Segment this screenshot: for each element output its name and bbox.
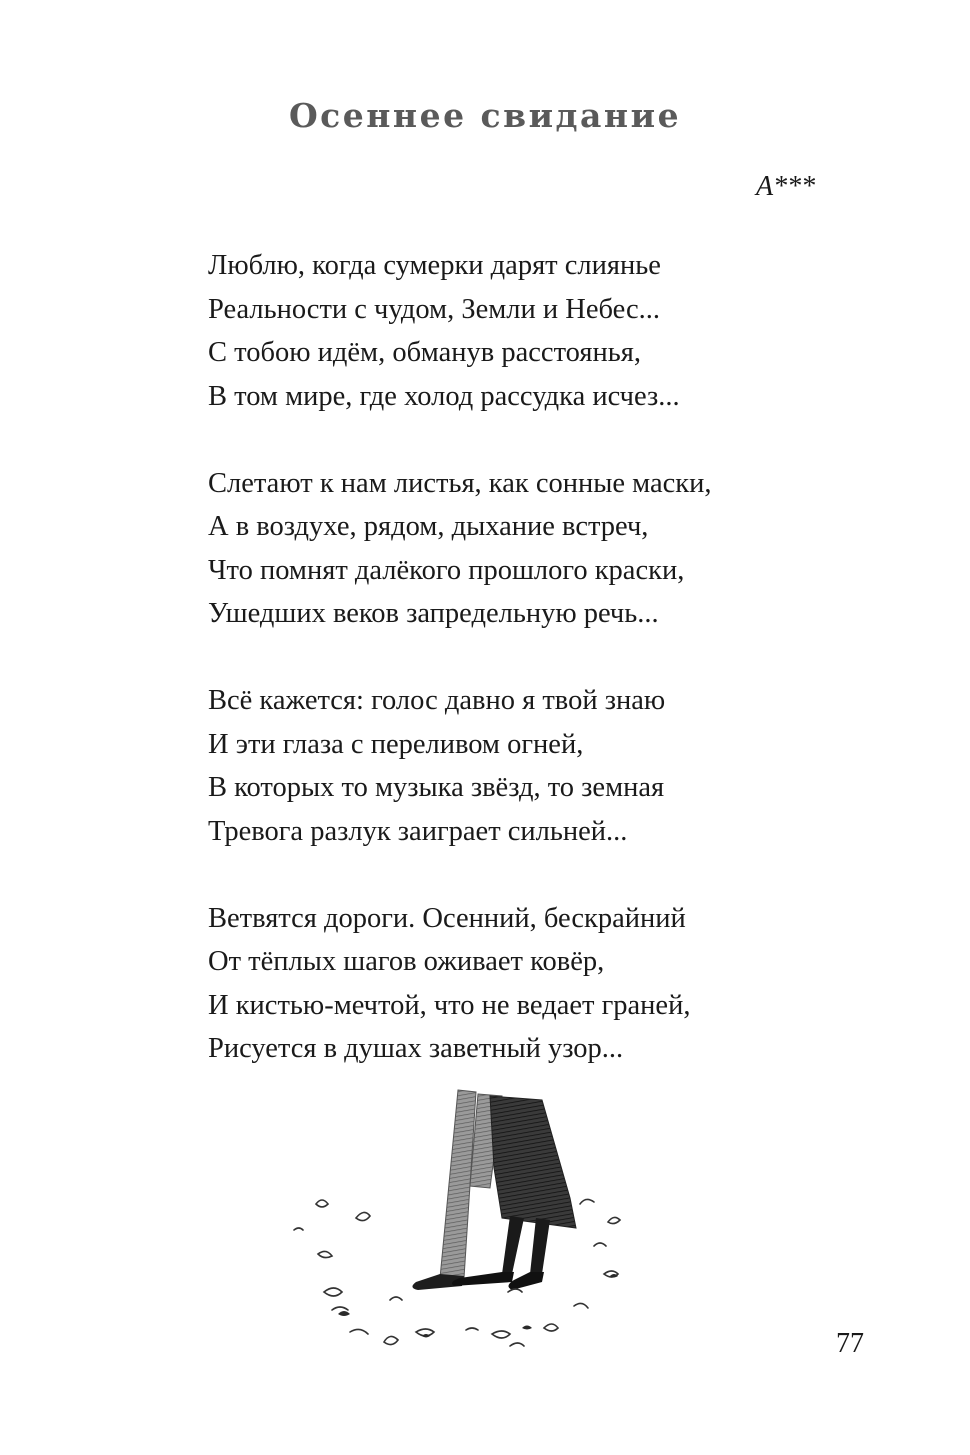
poem-line: Всё кажется: голос давно я твой знаю [208,685,666,716]
poem-line: Слетают к нам листья, как сонные маски, [208,467,712,499]
poem-line: Ветвятся дороги. Осенний, бескрайний [208,902,686,934]
poem-line: А в воздухе, рядом, дыхание встреч, [208,511,649,542]
poem-line: Тревога разлук заиграет сильней... [208,815,628,847]
dedication: А*** [756,171,816,202]
poem-line: С тобою идём, обманув расстоянья, [208,337,641,368]
poem-body [208,244,848,1114]
stanza-1 [208,244,848,418]
poem-line: Ушедших веков запредельную речь... [208,598,659,629]
poem-title: Осеннее свидание [288,96,682,135]
poem-line: От тёплых шагов оживает ковёр, [208,946,605,977]
poem-line: В которых то музыка звёзд, то земная [208,772,665,803]
stanza-2 [208,462,848,636]
poem-line: И эти глаза с переливом огней, [208,728,584,760]
poem-line: Рисуется в душах заветный узор... [208,1033,624,1064]
stanza-4 [208,897,848,1071]
poem-line: В том мире, где холод рассудка исчез... [208,380,680,412]
poem-line: Люблю, когда сумерки дарят слиянье [208,250,661,281]
poem-line: Что помнят далёкого прошлого краски, [208,554,685,586]
stanza-3 [208,679,848,853]
walking-couple-icon [280,1078,640,1358]
poem-line: И кистью-мечтой, что не ведает граней, [208,989,691,1021]
walking-couple-illustration [280,1078,640,1358]
page-number: 77 [836,1328,864,1359]
poem-line: Реальности с чудом, Земли и Небес... [208,293,661,325]
